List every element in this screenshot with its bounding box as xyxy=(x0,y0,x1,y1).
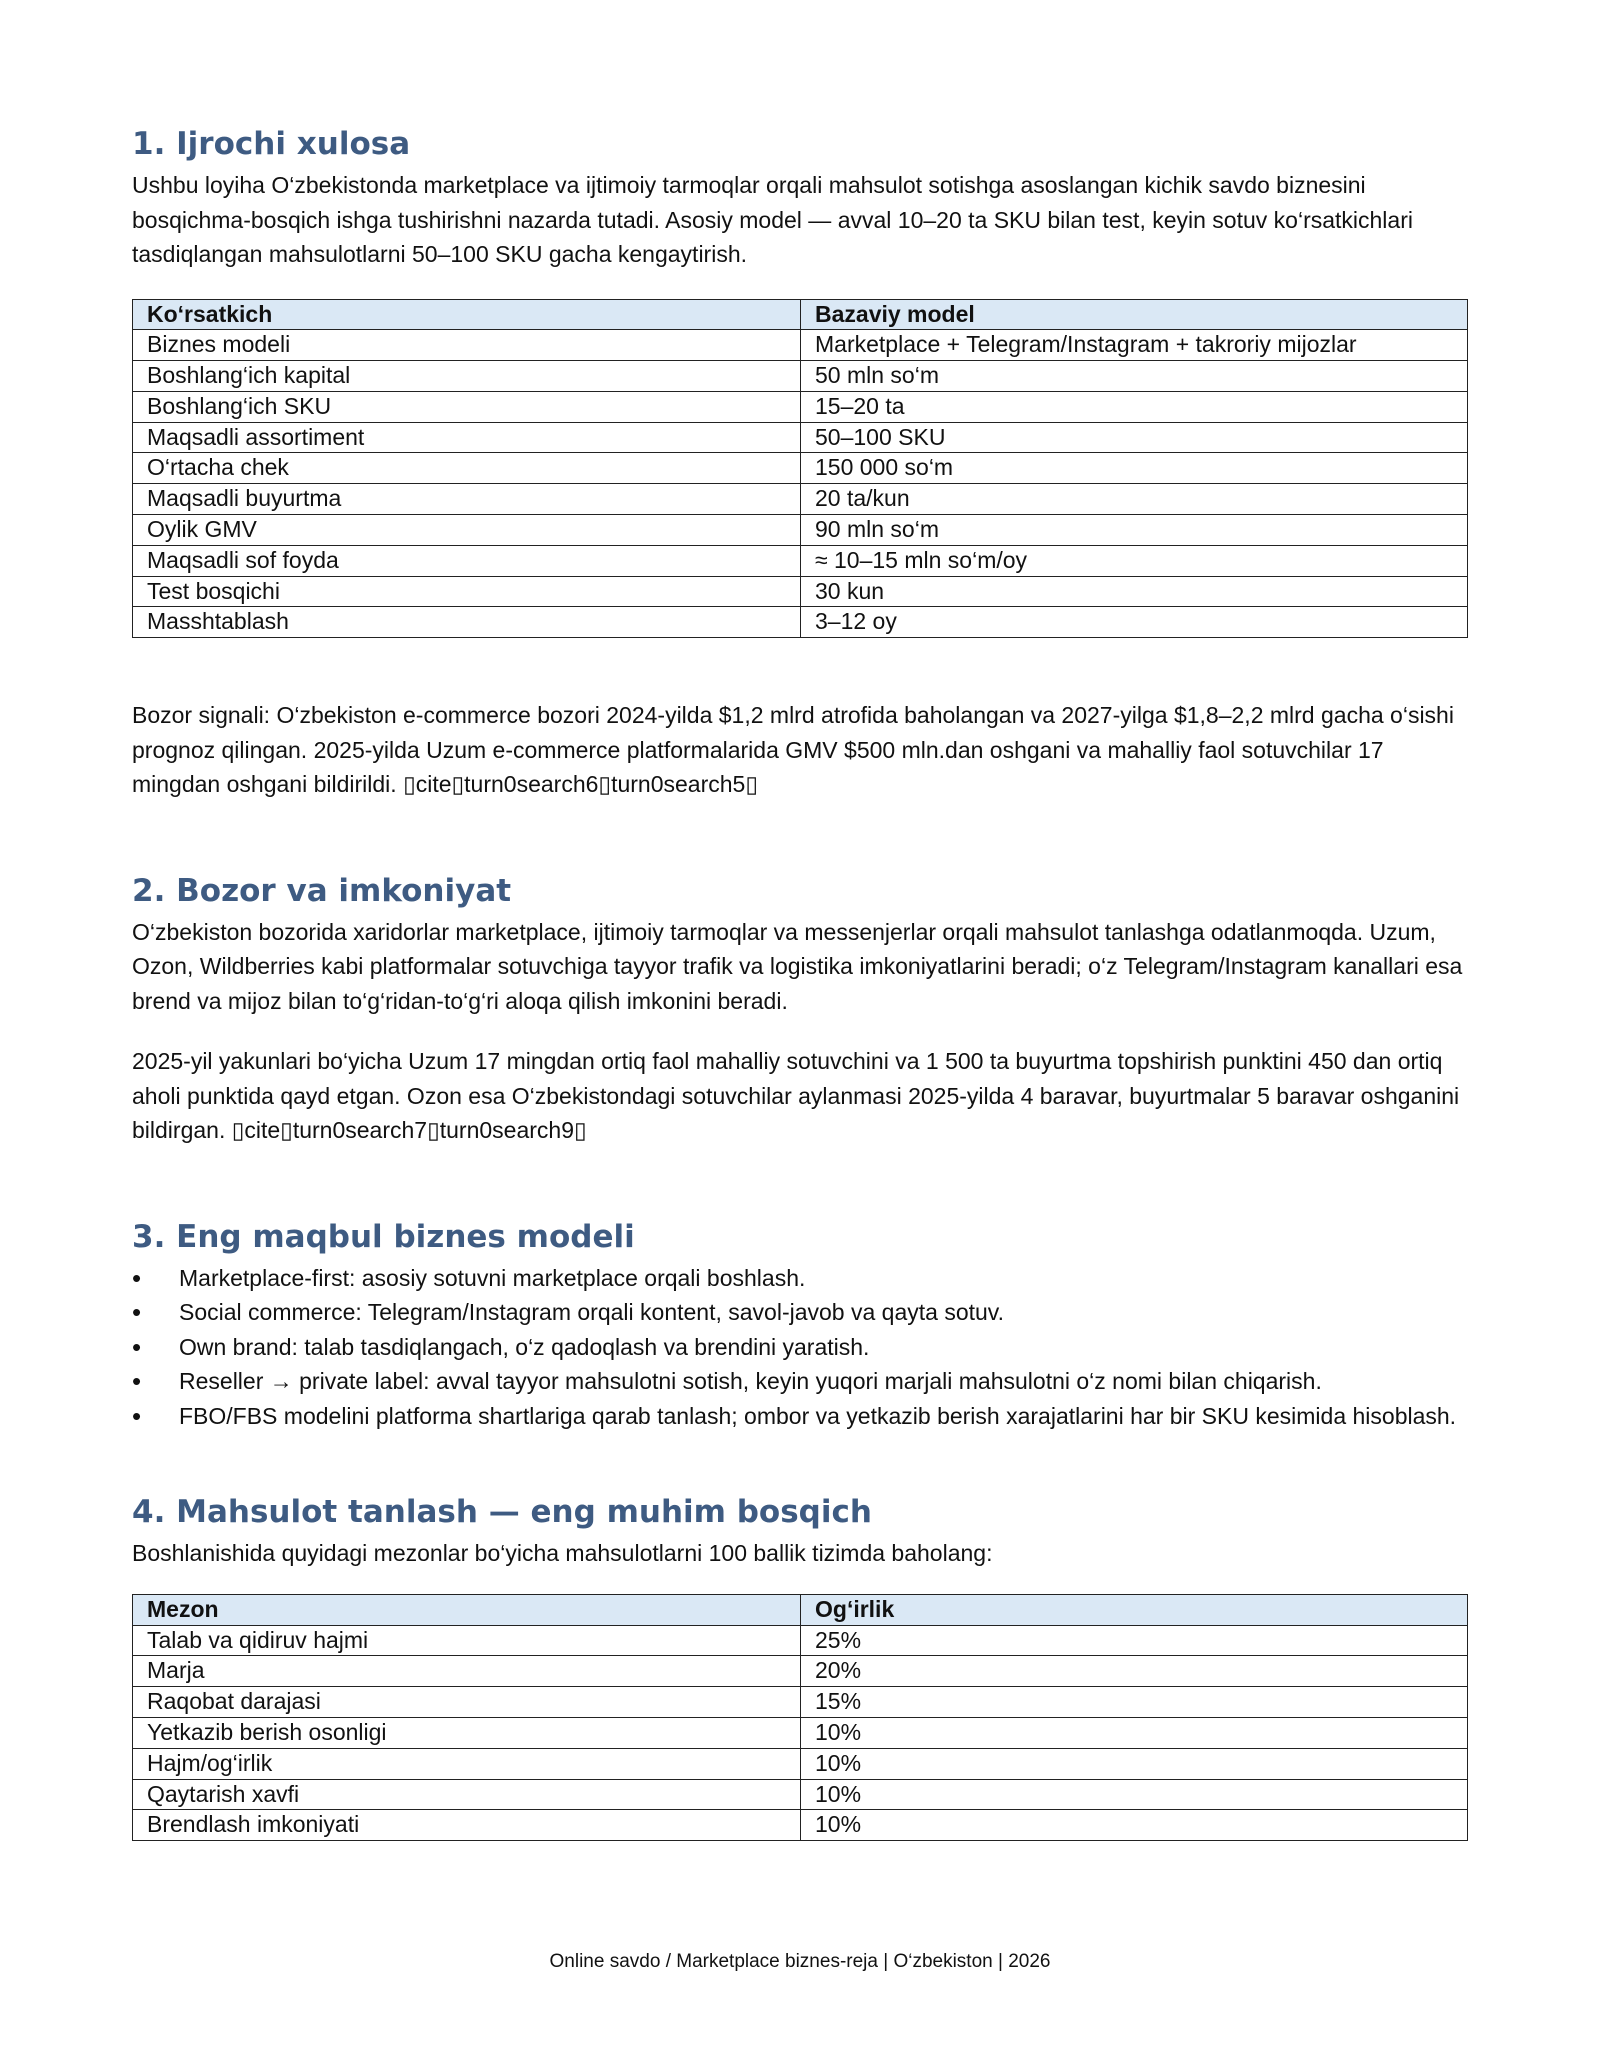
table-cell: 50 mln so‘m xyxy=(801,361,1468,392)
table-row xyxy=(133,1779,1468,1810)
table-row xyxy=(133,484,1468,515)
table-cell: Maqsadli buyurtma xyxy=(133,484,801,515)
table-row xyxy=(133,545,1468,576)
table-cell: Hajm/og‘irlik xyxy=(133,1748,801,1779)
table-cell: Boshlang‘ich SKU xyxy=(133,391,801,422)
table-cell: 3–12 oy xyxy=(801,607,1468,638)
table-row xyxy=(133,1748,1468,1779)
table-cell: Yetkazib berish osonligi xyxy=(133,1717,801,1748)
table-cell: Maqsadli sof foyda xyxy=(133,545,801,576)
executive-summary-paragraph: Ushbu loyiha O‘zbekistonda marketplace va ijtimoiy tarmoqlar orqali mahsulot sotishga asoslangan kichik savdo biznesini bosqichma-bosqich ishga tushirishni nazarda tutadi. Asosiy model — avval 10–20 ta SKU bilan test, keyin sotuv ko‘rsatkichlari tasdiqlangan mahsulotlarni 50–100 SKU gacha kengaytirish. xyxy=(132,172,1413,267)
table-cell: 150 000 so‘m xyxy=(801,453,1468,484)
table-header-cell: Ko‘rsatkich xyxy=(133,299,801,330)
table-row xyxy=(133,576,1468,607)
table-cell: ≈ 10–15 mln so‘m/oy xyxy=(801,545,1468,576)
table-cell: 15% xyxy=(801,1687,1468,1718)
table-row xyxy=(133,1810,1468,1841)
page-footer: Online savdo / Marketplace biznes-reja | O‘zbekiston | 2026 xyxy=(549,1951,1051,1972)
market-signal-paragraph xyxy=(132,698,1468,802)
market-paragraph-1: O‘zbekiston bozorida xaridorlar marketplace, ijtimoiy tarmoqlar va messenjerlar orqali mahsulot tanlashga odatlanmoqda. Uzum, Ozon, Wildberries kabi platformalar sotuvchiga tayyor trafik va logistika imkoniyatlarini beradi; o‘z Telegram/Instagram kanallari esa brend va mijoz bilan to‘g‘ridan-to‘g‘ri aloqa qilish imkonini beradi. xyxy=(132,918,1463,1014)
table-cell: Masshtablash xyxy=(133,607,801,638)
market-paragraph-2-text: 2025-yil yakunlari bo‘yicha Uzum 17 mingdan ortiq faol mahalliy sotuvchini va 1 500 ta buyurtma topshirish punktini 450 dan ortiq aholi punktida qayd etgan. Ozon esa O‘zbekistondagi sotuvchilar aylanmasi 2025-yilda 4 baravar, buyurtmalar 5 baravar oshganini bildirgan. xyxy=(132,1048,1460,1144)
list-item: • Own brand: talab tasdiqlangach, o‘z qadoqlash va brendini yaratish. xyxy=(132,1330,1468,1365)
table-cell: Talab va qidiruv hajmi xyxy=(133,1625,801,1656)
list-item: • FBO/FBS modelini platforma shartlariga qarab tanlash; ombor va yetkazib berish xarajatlarini har bir SKU kesimida hisoblash. xyxy=(132,1399,1468,1434)
list-item: • Marketplace-first: asosiy sotuvni marketplace orqali boshlash. xyxy=(132,1261,1468,1296)
table-cell: O‘rtacha chek xyxy=(133,453,801,484)
list-item: • Reseller → private label: avval tayyor mahsulotni sotish, keyin yuqori marjali mahsulotni o‘z nomi bilan chiqarish. xyxy=(132,1364,1468,1399)
table-row xyxy=(133,453,1468,484)
table-cell: Marja xyxy=(133,1656,801,1687)
table-cell: Maqsadli assortiment xyxy=(133,422,801,453)
table-row xyxy=(133,361,1468,392)
table-row xyxy=(133,1687,1468,1718)
table-row xyxy=(133,422,1468,453)
table-header-cell: Og‘irlik xyxy=(801,1594,1468,1625)
section-heading-product-selection: 4. Mahsulot tanlash — eng muhim bosqich xyxy=(132,1494,872,1531)
table-cell: 20% xyxy=(801,1656,1468,1687)
section-heading-business-model: 3. Eng maqbul biznes modeli xyxy=(132,1218,635,1255)
citation-marker: ▯cite▯turn0search6▯turn0search5▯ xyxy=(403,771,758,798)
table-cell: Boshlang‘ich kapital xyxy=(133,361,801,392)
table-cell: Oylik GMV xyxy=(133,515,801,546)
table-header-cell: Mezon xyxy=(133,1594,801,1625)
table-header-row xyxy=(133,1594,1468,1625)
table-row xyxy=(133,607,1468,638)
section-heading-executive-summary: 1. Ijrochi xulosa xyxy=(132,126,411,162)
table-cell: 10% xyxy=(801,1717,1468,1748)
product-selection-intro: Boshlanishida quyidagi mezonlar bo‘yicha mahsulotlarni 100 ballik tizimda baholang: xyxy=(132,1540,993,1567)
table-header-cell: Bazaviy model xyxy=(801,299,1468,330)
table-row xyxy=(133,391,1468,422)
table-cell: 20 ta/kun xyxy=(801,484,1468,515)
table-cell: 10% xyxy=(801,1810,1468,1841)
key-indicators-table xyxy=(132,299,1468,639)
table-cell: 10% xyxy=(801,1779,1468,1810)
table-cell: 30 kun xyxy=(801,576,1468,607)
table-cell: 25% xyxy=(801,1625,1468,1656)
table-cell: Test bosqichi xyxy=(133,576,801,607)
table-row xyxy=(133,1717,1468,1748)
section-heading-market-opportunity: 2. Bozor va imkoniyat xyxy=(132,872,512,909)
table-header-row xyxy=(133,299,1468,330)
list-item: • Social commerce: Telegram/Instagram orqali kontent, savol-javob va qayta sotuv. xyxy=(132,1295,1468,1330)
citation-marker: ▯cite▯turn0search7▯turn0search9▯ xyxy=(231,1117,587,1144)
table-cell: 50–100 SKU xyxy=(801,422,1468,453)
market-paragraph-2 xyxy=(132,1044,1468,1148)
table-row xyxy=(133,1656,1468,1687)
table-cell: Biznes modeli xyxy=(133,330,801,361)
market-signal-text: Bozor signali: O‘zbekiston e-commerce bozori 2024-yilda $1,2 mlrd atrofida baholangan va 2027-yilga $1,8–2,2 mlrd gacha o‘sishi prognoz qilingan. 2025-yilda Uzum e-commerce platformalarida GMV $500 mln.dan oshgani va mahalliy faol sotuvchilar 17 mingdan oshgani bildirildi. xyxy=(132,702,1454,798)
table-cell: 90 mln so‘m xyxy=(801,515,1468,546)
page-content xyxy=(132,120,1468,1841)
table-cell: Brendlash imkoniyati xyxy=(133,1810,801,1841)
table-cell: Qaytarish xavfi xyxy=(133,1779,801,1810)
table-cell: Marketplace + Telegram/Instagram + takroriy mijozlar xyxy=(801,330,1468,361)
criteria-weight-table xyxy=(132,1594,1468,1841)
table-cell: 10% xyxy=(801,1748,1468,1779)
table-row xyxy=(133,330,1468,361)
table-row xyxy=(133,515,1468,546)
table-row xyxy=(133,1625,1468,1656)
table-cell: Raqobat darajasi xyxy=(133,1687,801,1718)
business-model-list xyxy=(132,1261,1468,1434)
table-cell: 15–20 ta xyxy=(801,391,1468,422)
